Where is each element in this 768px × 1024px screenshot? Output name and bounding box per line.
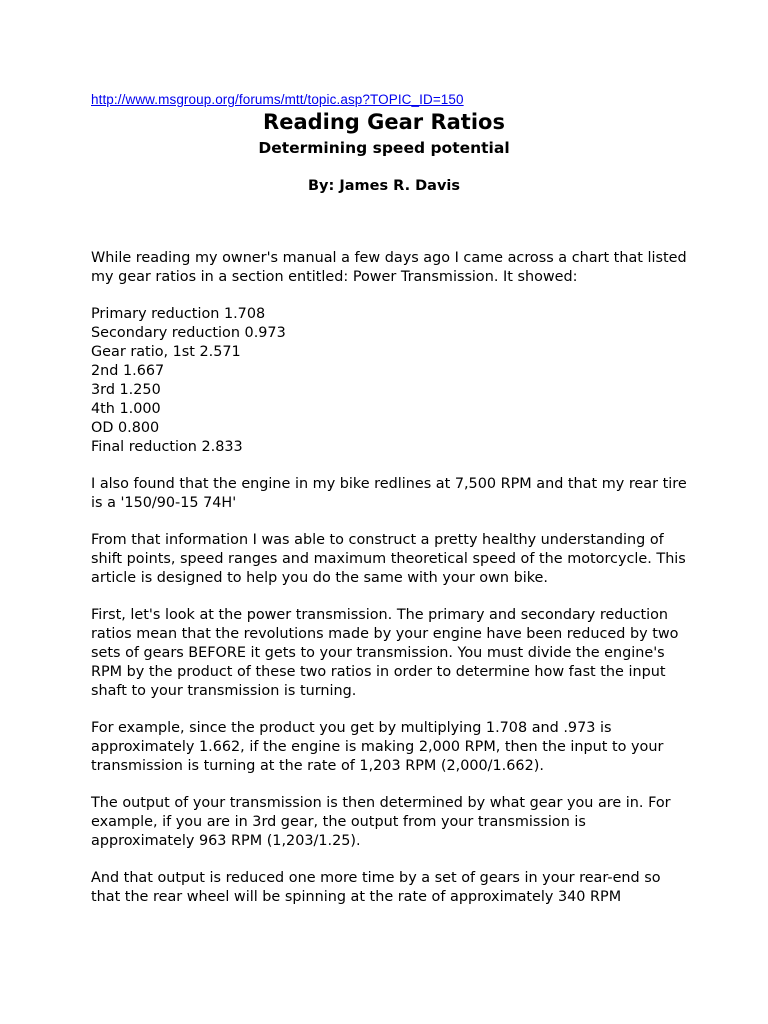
paragraph-transmission-output: The output of your transmission is then determined by what gear you are in. For example, if you are in 3rd gear, the output from your transmission is approximately 963 RPM (1,203/1.25).	[91, 795, 671, 849]
gear-ratio-list	[91, 305, 691, 457]
ratio-final-reduction: Final reduction 2.833	[91, 439, 243, 455]
page-subtitle: Determining speed potential	[258, 139, 510, 157]
ratio-gear-4th: 4th 1.000	[91, 401, 161, 417]
ratio-secondary-reduction: Secondary reduction 0.973	[91, 325, 286, 341]
ratio-primary-reduction: Primary reduction 1.708	[91, 306, 266, 322]
ratio-gear-od: OD 0.800	[91, 420, 160, 436]
paragraph-rear-end: And that output is reduced one more time by a set of gears in your rear-end so that the rear wheel will be spinning at the rate of approximately 340 RPM	[91, 870, 661, 905]
source-link[interactable]: http://www.msgroup.org/forums/mtt/topic.asp?TOPIC_ID=150	[91, 92, 464, 107]
paragraph-redline: I also found that the engine in my bike redlines at 7,500 RPM and that my rear tire is a '150/90-15 74H'	[91, 476, 687, 511]
intro-paragraph: While reading my owner's manual a few days ago I came across a chart that listed my gear ratios in a section entitled: Power Transmission. It showed:	[91, 250, 687, 285]
author-byline: By: James R. Davis	[307, 178, 461, 194]
ratio-gear-1st: Gear ratio, 1st 2.571	[91, 344, 241, 360]
ratio-gear-3rd: 3rd 1.250	[91, 382, 161, 398]
ratio-gear-2nd: 2nd 1.667	[91, 363, 165, 379]
page-title: Reading Gear Ratios	[263, 110, 505, 134]
paragraph-power-transmission: First, let's look at the power transmission. The primary and secondary reduction ratios mean that the revolutions made by your engine have been reduced by two sets of gears BEFORE it gets to your transmission. You must divide the engine's RPM by the product of these two ratios in order to determine how fast the input shaft to your transmission is turning.	[91, 607, 679, 699]
article-body	[91, 249, 691, 925]
paragraph-understanding: From that information I was able to construct a pretty healthy understanding of shift points, speed ranges and maximum theoretical speed of the motorcycle. This article is designed to help you do the same with your own bike.	[91, 532, 686, 586]
paragraph-example-input: For example, since the product you get by multiplying 1.708 and .973 is approximately 1.662, if the engine is making 2,000 RPM, then the input to your transmission is turning at the rate of 1,203 RPM (2,000/1.662).	[91, 720, 664, 774]
